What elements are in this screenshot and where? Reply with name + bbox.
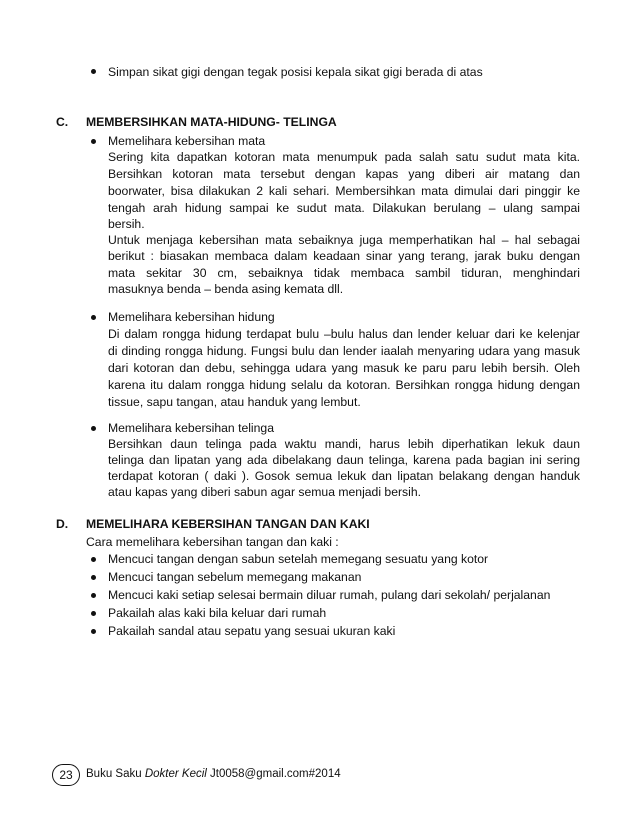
item-mata-line: tengah arah hidung sampai ke sudut mata. Dilakukan berulang – ulang sampai <box>108 201 580 215</box>
item-telinga-heading: Memelihara kebersihan telinga <box>108 421 274 435</box>
item-mata-line: Sering kita dapatkan kotoran mata menumpuk pada salah satu sudut mata kita. <box>108 150 580 164</box>
item-telinga-line: telinga dan lipatan yang ada dibelakang daun telinga, karena pada bagian ini sering <box>108 453 580 467</box>
item-mata-line: bersih. <box>108 217 145 231</box>
bullet-icon <box>91 629 96 634</box>
top-bullet-text: Simpan sikat gigi dengan tegak posisi kepala sikat gigi berada di atas <box>108 65 483 79</box>
section-c-letter: C. <box>56 115 69 129</box>
bullet-icon <box>91 611 96 616</box>
bullet-icon <box>91 557 96 562</box>
section-d-bullet: Mencuci tangan sebelum memegang makanan <box>108 570 362 584</box>
item-mata-line: boorwater, bisa dilakukan 2 kali sehari. Membersihkan mata dimulai dari pinggir ke <box>108 184 580 198</box>
item-mata-line: mata sekitar 30 cm, sebaiknya tidak membaca sambil tiduran, menghindari <box>108 266 580 280</box>
bullet-icon <box>91 139 96 144</box>
section-d-bullet: Mencuci kaki setiap selesai bermain diluar rumah, pulang dari sekolah/ perjalanan <box>108 588 551 602</box>
item-mata-line: berikut : biasakan membaca dalam keadaan sinar yang terang, jarak buku dengan <box>108 249 580 263</box>
footer-italic: Dokter Kecil <box>144 768 207 780</box>
bullet-icon <box>91 69 96 74</box>
item-hidung-line: dari kotoran dan debu, sehingga udara yang masuk ke paru paru lebih bersih. Oleh <box>108 361 580 375</box>
item-hidung-line: Di dalam rongga hidung terdapat bulu –bulu halus dan lender keluar dari ke kelenjar <box>108 327 580 341</box>
bullet-icon <box>91 575 96 580</box>
section-d-bullet: Pakailah sandal atau sepatu yang sesuai ukuran kaki <box>108 624 396 638</box>
item-hidung-line: tissue, sapu tangan, atau handuk yang lembut. <box>108 395 361 409</box>
item-mata-line: Bersihkan kotoran mata tersebut dengan kapas yang diberi air matang dan <box>108 167 580 181</box>
section-d-letter: D. <box>56 517 69 531</box>
item-hidung-line: di dinding rongga hidung. Fungsi bulu dan lender iaalah menyaring udara yang masuk <box>108 344 580 358</box>
section-c-title: MEMBERSIHKAN MATA-HIDUNG- TELINGA <box>86 115 337 129</box>
section-d-intro: Cara memelihara kebersihan tangan dan kaki : <box>86 535 339 549</box>
item-hidung-heading: Memelihara kebersihan hidung <box>108 310 275 324</box>
footer-text <box>86 766 341 782</box>
footer-prefix: Buku Saku <box>86 768 142 780</box>
item-mata-line: masuknya benda – benda asing kemata dll. <box>108 282 344 296</box>
item-mata-line: Untuk menjaga kebersihan mata sebaiknya juga memperhatikan hal – hal sebagai <box>108 233 580 247</box>
bullet-icon <box>91 426 96 431</box>
bullet-icon <box>91 315 96 320</box>
item-telinga-line: terdapat kotoran ( daki ). Gosok semua lekuk dan lipatan belakang dengan handuk <box>108 469 580 483</box>
item-telinga-line: Bersihkan daun telinga pada waktu mandi, harus lebih diperhatikan lekuk daun <box>108 437 580 451</box>
item-hidung-line: karena itu dalam rongga hidung selalu da kotoran. Bersihkan rongga hidung dengan <box>108 378 580 392</box>
section-d-bullet: Pakailah alas kaki bila keluar dari rumah <box>108 606 327 620</box>
section-d-bullet: Mencuci tangan dengan sabun setelah memegang sesuatu yang kotor <box>108 552 489 566</box>
footer-suffix: Jt0058@gmail.com#2014 <box>210 768 341 780</box>
bullet-icon <box>91 593 96 598</box>
section-d-title: MEMELIHARA KEBERSIHAN TANGAN DAN KAKI <box>86 517 370 531</box>
item-mata-heading: Memelihara kebersihan mata <box>108 134 266 148</box>
page-number: 23 <box>52 764 80 786</box>
item-telinga-line: atau kapas yang diberi sabun agar semua menjadi bersih. <box>108 485 422 499</box>
